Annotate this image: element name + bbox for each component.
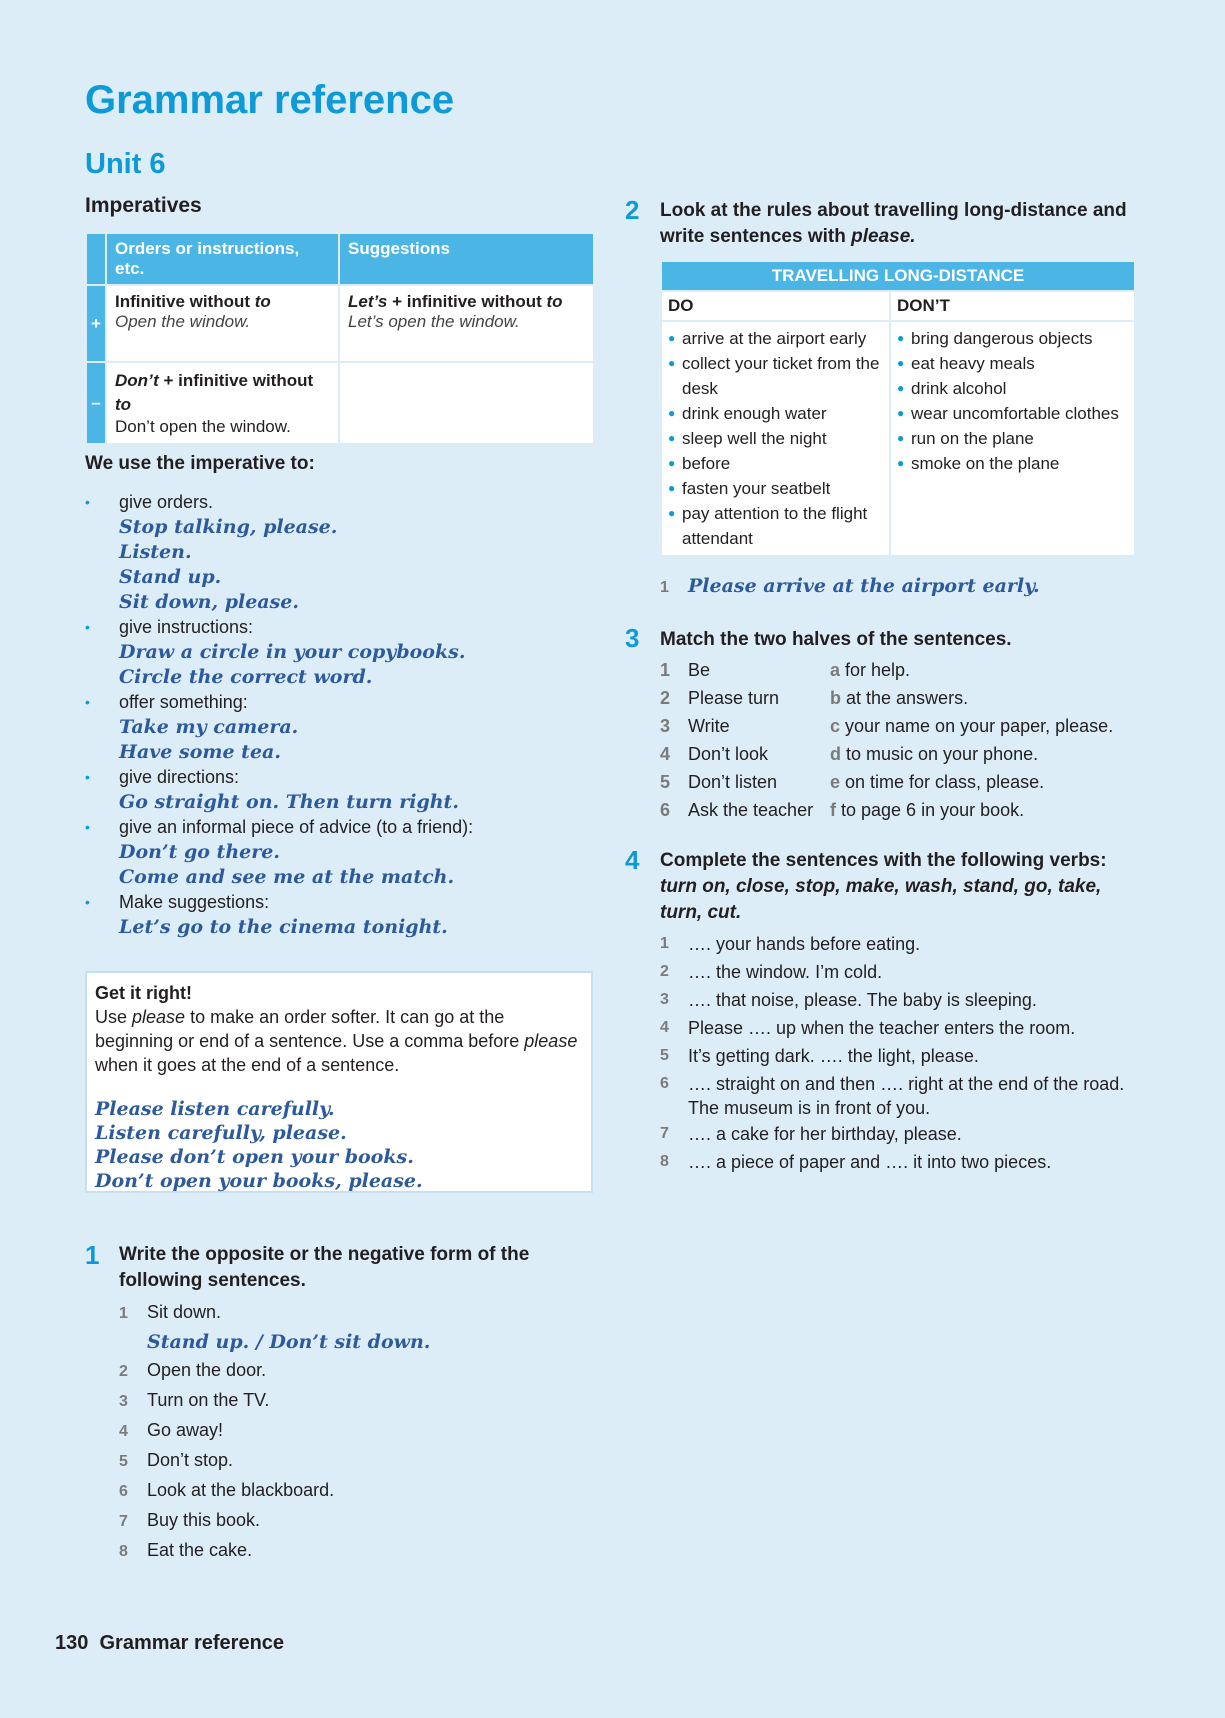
item-text: Sit down. [147, 1302, 222, 1322]
exercise-4-number: 4 [625, 845, 640, 875]
use-item [85, 765, 595, 815]
exercise-2-instruction: Look at the rules about travelling long-distance and write sentences with please. [660, 200, 1127, 247]
item-text: Please …. up when the teacher enters the room. [688, 1018, 1076, 1038]
use-label: give directions: [119, 767, 240, 787]
col-orders-header: Orders or instructions, etc. [106, 233, 339, 285]
exercise-1-number: 1 [85, 1240, 100, 1270]
section-heading: Imperatives [85, 194, 202, 217]
exercise-4-item [660, 958, 1140, 986]
use-item [85, 815, 595, 890]
match-right [830, 684, 1113, 712]
uses-heading: We use the imperative to: [85, 453, 315, 474]
do-header: DO [661, 291, 890, 321]
item-number: 7 [660, 1125, 669, 1142]
match-letter: b [830, 688, 841, 708]
exercise-1-instruction: Write the opposite or the negative form of the following sentences. [119, 1244, 530, 1291]
item-text: …. the window. I’m cold. [688, 962, 883, 982]
do-item: ● arrive at the airport early [668, 326, 883, 351]
exercise-1-item [119, 1386, 589, 1416]
item-number: 3 [660, 716, 671, 736]
match-right-text: on time for class, please. [840, 772, 1045, 792]
dont-column [890, 321, 1135, 556]
unit-heading: Unit 6 [85, 148, 166, 180]
do-column [661, 321, 890, 556]
item-text: …. a piece of paper and …. it into two pieces. [688, 1152, 1052, 1172]
item-text: Don’t stop. [147, 1450, 234, 1470]
do-item: ● drink enough water [668, 401, 883, 426]
use-label: give orders. [119, 492, 214, 512]
exercise-1-item [119, 1536, 589, 1566]
bullet-icon: • [85, 494, 90, 510]
use-example: Let’s go to the cinema tonight. [119, 916, 448, 938]
exercise-4-item [660, 1070, 1140, 1120]
minus-label: – [86, 362, 106, 444]
exercise-2-answer: 1 Please arrive at the airport early. [660, 575, 1040, 597]
bullet-icon: • [85, 819, 90, 835]
match-letter: d [830, 744, 841, 764]
exercise-1-answer: Stand up. / Don’t sit down. [147, 1331, 431, 1353]
do-item: ● fasten your seatbelt [668, 476, 883, 501]
use-example: Stop talking, please. [119, 516, 338, 538]
use-example: Go straight on. Then turn right. [119, 791, 459, 813]
use-example: Sit down, please. [119, 591, 299, 613]
match-left: Be [688, 660, 711, 680]
item-number: 7 [119, 1513, 128, 1530]
footer-label: Grammar reference [99, 1632, 285, 1654]
item-number: 5 [119, 1453, 128, 1470]
match-row [660, 656, 1113, 684]
item-number: 1 [660, 660, 671, 680]
match-right [830, 796, 1113, 824]
item-number: 3 [119, 1393, 128, 1410]
dont-item: ● bring dangerous objects [897, 326, 1128, 351]
match-row [660, 684, 1113, 712]
match-right [830, 656, 1113, 684]
item-number: 2 [660, 688, 671, 708]
dont-item: ● smoke on the plane [897, 451, 1128, 476]
plus-label: + [86, 285, 106, 362]
item-number: 1 [119, 1305, 128, 1322]
use-example: Stand up. [119, 566, 222, 588]
exercise-4-items [660, 930, 1140, 1176]
item-number: 4 [660, 1019, 669, 1036]
get-it-right-examples [95, 1097, 583, 1193]
get-it-right-example: Listen carefully, please. [95, 1122, 347, 1144]
match-right-text: at the answers. [841, 688, 969, 708]
item-number: 2 [119, 1363, 128, 1380]
match-left: Don’t look [688, 744, 769, 764]
exercise-1-item [119, 1506, 589, 1536]
match-right-text: to music on your phone. [841, 744, 1039, 764]
exercise-4-item [660, 986, 1140, 1014]
match-letter: e [830, 772, 841, 792]
uses-list [85, 490, 595, 940]
exercise-4-item [660, 930, 1140, 958]
page-footer [55, 1632, 284, 1655]
use-example: Have some tea. [119, 741, 281, 763]
negative-suggestions-cell [339, 362, 594, 444]
get-it-right-title: Get it right! [95, 983, 192, 1003]
item-text: Open the door. [147, 1360, 267, 1380]
match-right [830, 740, 1113, 768]
use-example: Come and see me at the match. [119, 866, 455, 888]
item-number: 6 [119, 1483, 128, 1500]
match-left: Don’t listen [688, 772, 778, 792]
item-number: 4 [119, 1423, 128, 1440]
item-number: 1 [660, 935, 669, 952]
use-label: give an informal piece of advice (to a friend): [119, 817, 474, 837]
exercise-4-item [660, 1120, 1140, 1148]
bullet-icon: • [85, 619, 90, 635]
use-example: Listen. [119, 541, 192, 563]
bullet-icon: • [85, 769, 90, 785]
item-number: 5 [660, 772, 671, 792]
match-left: Write [688, 716, 730, 736]
do-item: ● pay attention to the flight attendant [668, 501, 883, 551]
use-example: Don’t go there. [119, 841, 280, 863]
dont-item: ● eat heavy meals [897, 351, 1128, 376]
col-suggestions-header: Suggestions [339, 233, 594, 285]
bullet-icon: • [85, 894, 90, 910]
match-right-text: to page 6 in your book. [836, 800, 1025, 820]
match-row [660, 740, 1113, 768]
item-text: …. that noise, please. The baby is sleeping. [688, 990, 1037, 1010]
item-number: 6 [660, 800, 671, 820]
use-example: Circle the correct word. [119, 666, 373, 688]
positive-suggestions-cell: Let’s + infinitive without to Let’s open the window. [339, 285, 594, 362]
dont-item: ● wear uncomfortable clothes [897, 401, 1128, 426]
use-example: Take my camera. [119, 716, 299, 738]
match-left: Ask the teacher [688, 800, 814, 820]
match-letter: a [830, 660, 841, 680]
match-letter: f [830, 800, 836, 820]
use-item [85, 890, 595, 940]
item-number: 8 [660, 1153, 669, 1170]
item-text: Look at the blackboard. [147, 1480, 335, 1500]
travel-table [660, 260, 1136, 557]
exercise-4-item [660, 1042, 1140, 1070]
item-text: Buy this book. [147, 1510, 261, 1530]
use-label: Make suggestions: [119, 892, 270, 912]
exercise-2-number: 2 [625, 195, 640, 225]
item-text: Eat the cake. [147, 1540, 253, 1560]
match-right-text: for help. [840, 660, 911, 680]
travel-table-title: TRAVELLING LONG-DISTANCE [661, 261, 1135, 291]
get-it-right-example: Please listen carefully. [95, 1098, 335, 1120]
exercise-3-table [660, 656, 1113, 824]
use-label: give instructions: [119, 617, 254, 637]
match-row [660, 768, 1113, 796]
get-it-right-box [85, 971, 593, 1193]
exercise-3-number: 3 [625, 623, 640, 653]
exercise-1-item [119, 1476, 589, 1506]
dont-item: ● drink alcohol [897, 376, 1128, 401]
do-item: ● before [668, 451, 883, 476]
get-it-right-example: Please don’t open your books. [95, 1146, 414, 1168]
item-text: …. a cake for her birthday, please. [688, 1124, 962, 1144]
bullet-icon: • [85, 694, 90, 710]
item-text: Go away! [147, 1420, 224, 1440]
item-number: 6 [660, 1075, 669, 1092]
exercise-1-item [119, 1446, 589, 1476]
exercise-3-instruction: Match the two halves of the sentences. [660, 629, 1012, 650]
do-item: ● collect your ticket from the desk [668, 351, 883, 401]
match-right [830, 768, 1113, 796]
item-text: …. your hands before eating. [688, 934, 921, 954]
dont-item: ● run on the plane [897, 426, 1128, 451]
negative-orders-cell: Don’t + infinitive without to Don’t open the window. [106, 362, 339, 444]
item-number: 4 [660, 744, 671, 764]
use-item [85, 615, 595, 690]
imperatives-table [85, 232, 595, 445]
item-text: It’s getting dark. …. the light, please. [688, 1046, 979, 1066]
get-it-right-text: Use please to make an order softer. It can go at the beginning or end of a sentence. Use a comma before please when it goes at the end of a sentence. [95, 1007, 578, 1075]
item-number: 5 [660, 1047, 669, 1064]
get-it-right-example: Don’t open your books, please. [95, 1170, 423, 1192]
item-text: Turn on the TV. [147, 1390, 270, 1410]
use-item [85, 490, 595, 615]
dont-header: DON’T [890, 291, 1135, 321]
item-text: …. straight on and then …. right at the end of the road. The museum is in front of you. [688, 1074, 1125, 1118]
match-right-text: your name on your paper, please. [840, 716, 1114, 736]
exercise-1-item [119, 1356, 589, 1386]
use-item [85, 690, 595, 765]
page-title: Grammar reference [85, 78, 455, 122]
match-right [830, 712, 1113, 740]
exercise-4-item [660, 1148, 1140, 1176]
item-number: 2 [660, 963, 669, 980]
use-example: Draw a circle in your copybooks. [119, 641, 466, 663]
page-number: 130 [55, 1632, 89, 1654]
use-label: offer something: [119, 692, 248, 712]
match-row [660, 712, 1113, 740]
match-left: Please turn [688, 688, 780, 708]
match-row [660, 796, 1113, 824]
exercise-1-item [119, 1298, 589, 1328]
item-number: 3 [660, 991, 669, 1008]
do-item: ● sleep well the night [668, 426, 883, 451]
positive-orders-cell: Infinitive without to Open the window. [106, 285, 339, 362]
item-number: 8 [119, 1543, 128, 1560]
match-letter: c [830, 716, 841, 736]
exercise-4-item [660, 1014, 1140, 1042]
exercise-4-instruction: Complete the sentences with the following verbs: turn on, close, stop, make, wash, stand, go, take, turn, cut. [660, 850, 1107, 923]
exercise-1-items [119, 1298, 589, 1566]
exercise-1-item [119, 1416, 589, 1446]
